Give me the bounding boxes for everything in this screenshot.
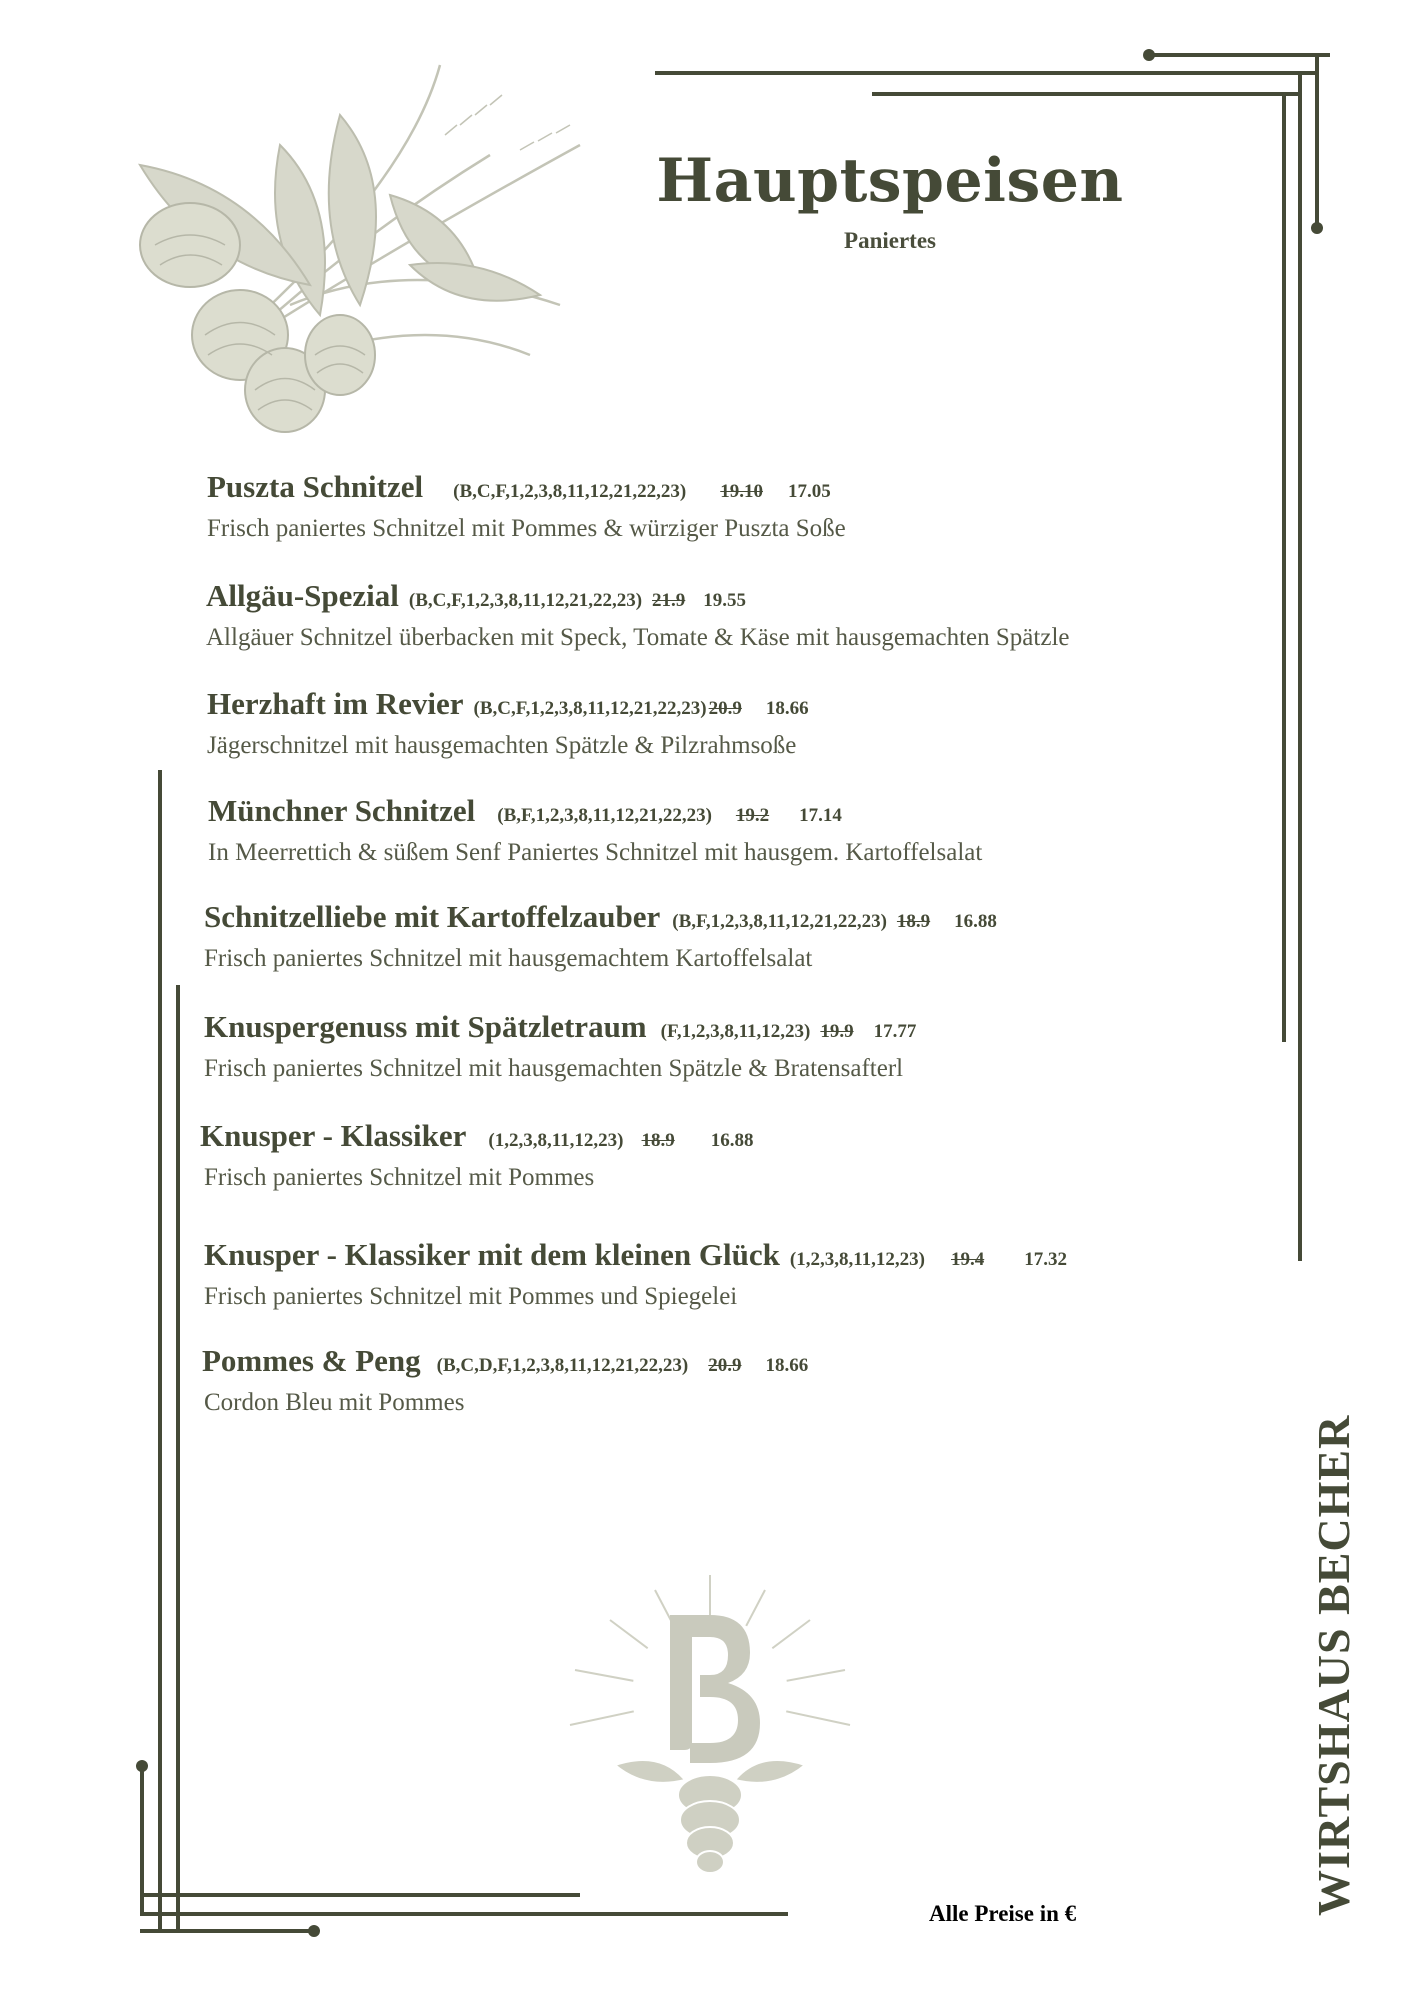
allergen-codes: (F,1,2,3,8,11,12,23)	[660, 1021, 811, 1042]
dish-name: Pommes & Peng	[202, 1343, 421, 1378]
allergen-codes: (B,C,D,F,1,2,3,8,11,12,21,22,23)	[436, 1355, 689, 1376]
frame-dot	[308, 1925, 320, 1937]
price: 18.66	[765, 1355, 809, 1376]
brand-name: WIRTSHAUS BECHER	[1308, 1414, 1359, 1916]
dish-description: Frisch paniertes Schnitzel mit hausgemachten Spätzle & Bratensafterl	[204, 1055, 904, 1082]
frame-line	[140, 1893, 580, 1897]
allergen-codes: (B,F,1,2,3,8,11,12,21,22,23)	[672, 911, 887, 932]
frame-line	[1298, 71, 1302, 1261]
price: 16.88	[710, 1130, 754, 1151]
old-price: 18.9	[896, 911, 931, 932]
old-price: 20.9	[708, 698, 742, 719]
frame-dot	[136, 1760, 148, 1772]
old-price: 19.2	[735, 805, 770, 826]
old-price: 18.9	[641, 1130, 675, 1151]
dish-name: Puszta Schnitzel	[207, 469, 424, 504]
dish-description: Frisch paniertes Schnitzel mit Pommes und Spiegelei	[204, 1283, 738, 1310]
price-note: Alle Preise in €	[929, 1901, 1077, 1926]
page-subtitle: Paniertes	[844, 228, 936, 253]
price: 17.14	[799, 805, 842, 826]
menu-item	[204, 1237, 1067, 1311]
frame-dot	[1143, 49, 1155, 61]
allergen-codes: (1,2,3,8,11,12,23)	[488, 1130, 624, 1151]
menu-item	[204, 899, 997, 973]
dish-name: Schnitzelliebe mit Kartoffelzauber	[204, 899, 661, 934]
dish-name: Knuspergenuss mit Spätzletraum	[204, 1009, 647, 1044]
dish-name: Knusper - Klassiker	[200, 1118, 467, 1153]
menu-item	[202, 1343, 808, 1417]
price: 16.88	[954, 911, 997, 932]
menu-item	[207, 469, 846, 543]
page-title: Hauptspeisen	[656, 146, 1124, 216]
dish-name: Herzhaft im Revier	[207, 686, 464, 721]
old-price: 19.4	[950, 1249, 985, 1270]
frame-line	[1150, 53, 1330, 57]
old-price: 19.9	[820, 1021, 854, 1042]
hops-wheat-illustration	[110, 55, 610, 455]
dish-name: Knusper - Klassiker mit dem kleinen Glück	[204, 1237, 780, 1272]
price: 17.32	[1024, 1249, 1067, 1270]
frame-dot	[1311, 222, 1323, 234]
frame-line	[176, 985, 180, 1930]
old-price: 19.10	[720, 481, 763, 502]
frame-line	[655, 71, 1317, 75]
frame-line	[140, 1912, 788, 1916]
b-hops-logo	[560, 1575, 860, 1875]
old-price: 20.9	[708, 1355, 742, 1376]
frame-line	[158, 770, 162, 1930]
allergen-codes: (B,C,F,1,2,3,8,11,12,21,22,23)	[453, 481, 687, 502]
menu-item	[206, 578, 1070, 652]
allergen-codes: (B,C,F,1,2,3,8,11,12,21,22,23)	[473, 698, 707, 719]
frame-line	[1315, 53, 1319, 230]
price: 19.55	[703, 590, 747, 611]
dish-description: In Meerrettich & süßem Senf Paniertes Schnitzel mit hausgem. Kartoffelsalat	[208, 839, 983, 866]
dish-name: Allgäu-Spezial	[206, 578, 399, 613]
dish-description: Frisch paniertes Schnitzel mit hausgemachtem Kartoffelsalat	[204, 945, 813, 972]
menu-item	[200, 1118, 754, 1192]
dish-description: Jägerschnitzel mit hausgemachten Spätzle & Pilzrahmsoße	[207, 732, 797, 759]
price: 18.66	[765, 698, 809, 719]
frame-line	[1282, 92, 1286, 1042]
dish-description: Cordon Bleu mit Pommes	[204, 1389, 465, 1416]
dish-description: Frisch paniertes Schnitzel mit Pommes	[204, 1164, 595, 1191]
dish-description: Allgäuer Schnitzel überbacken mit Speck, Tomate & Käse mit hausgemachten Spätzle	[206, 624, 1070, 651]
allergen-codes: (B,C,F,1,2,3,8,11,12,21,22,23)	[408, 590, 643, 611]
price: 17.05	[788, 481, 831, 502]
dish-description: Frisch paniertes Schnitzel mit Pommes & würziger Puszta Soße	[207, 515, 846, 542]
frame-line	[872, 92, 1302, 96]
allergen-codes: (B,F,1,2,3,8,11,12,21,22,23)	[497, 805, 712, 826]
menu-item	[204, 1009, 916, 1083]
allergen-codes: (1,2,3,8,11,12,23)	[789, 1249, 925, 1270]
menu-item	[208, 793, 982, 867]
dish-name: Münchner Schnitzel	[208, 793, 476, 828]
price: 17.77	[873, 1021, 917, 1042]
frame-line	[140, 1929, 315, 1933]
old-price: 21.9	[652, 590, 686, 611]
menu-item	[207, 686, 809, 760]
